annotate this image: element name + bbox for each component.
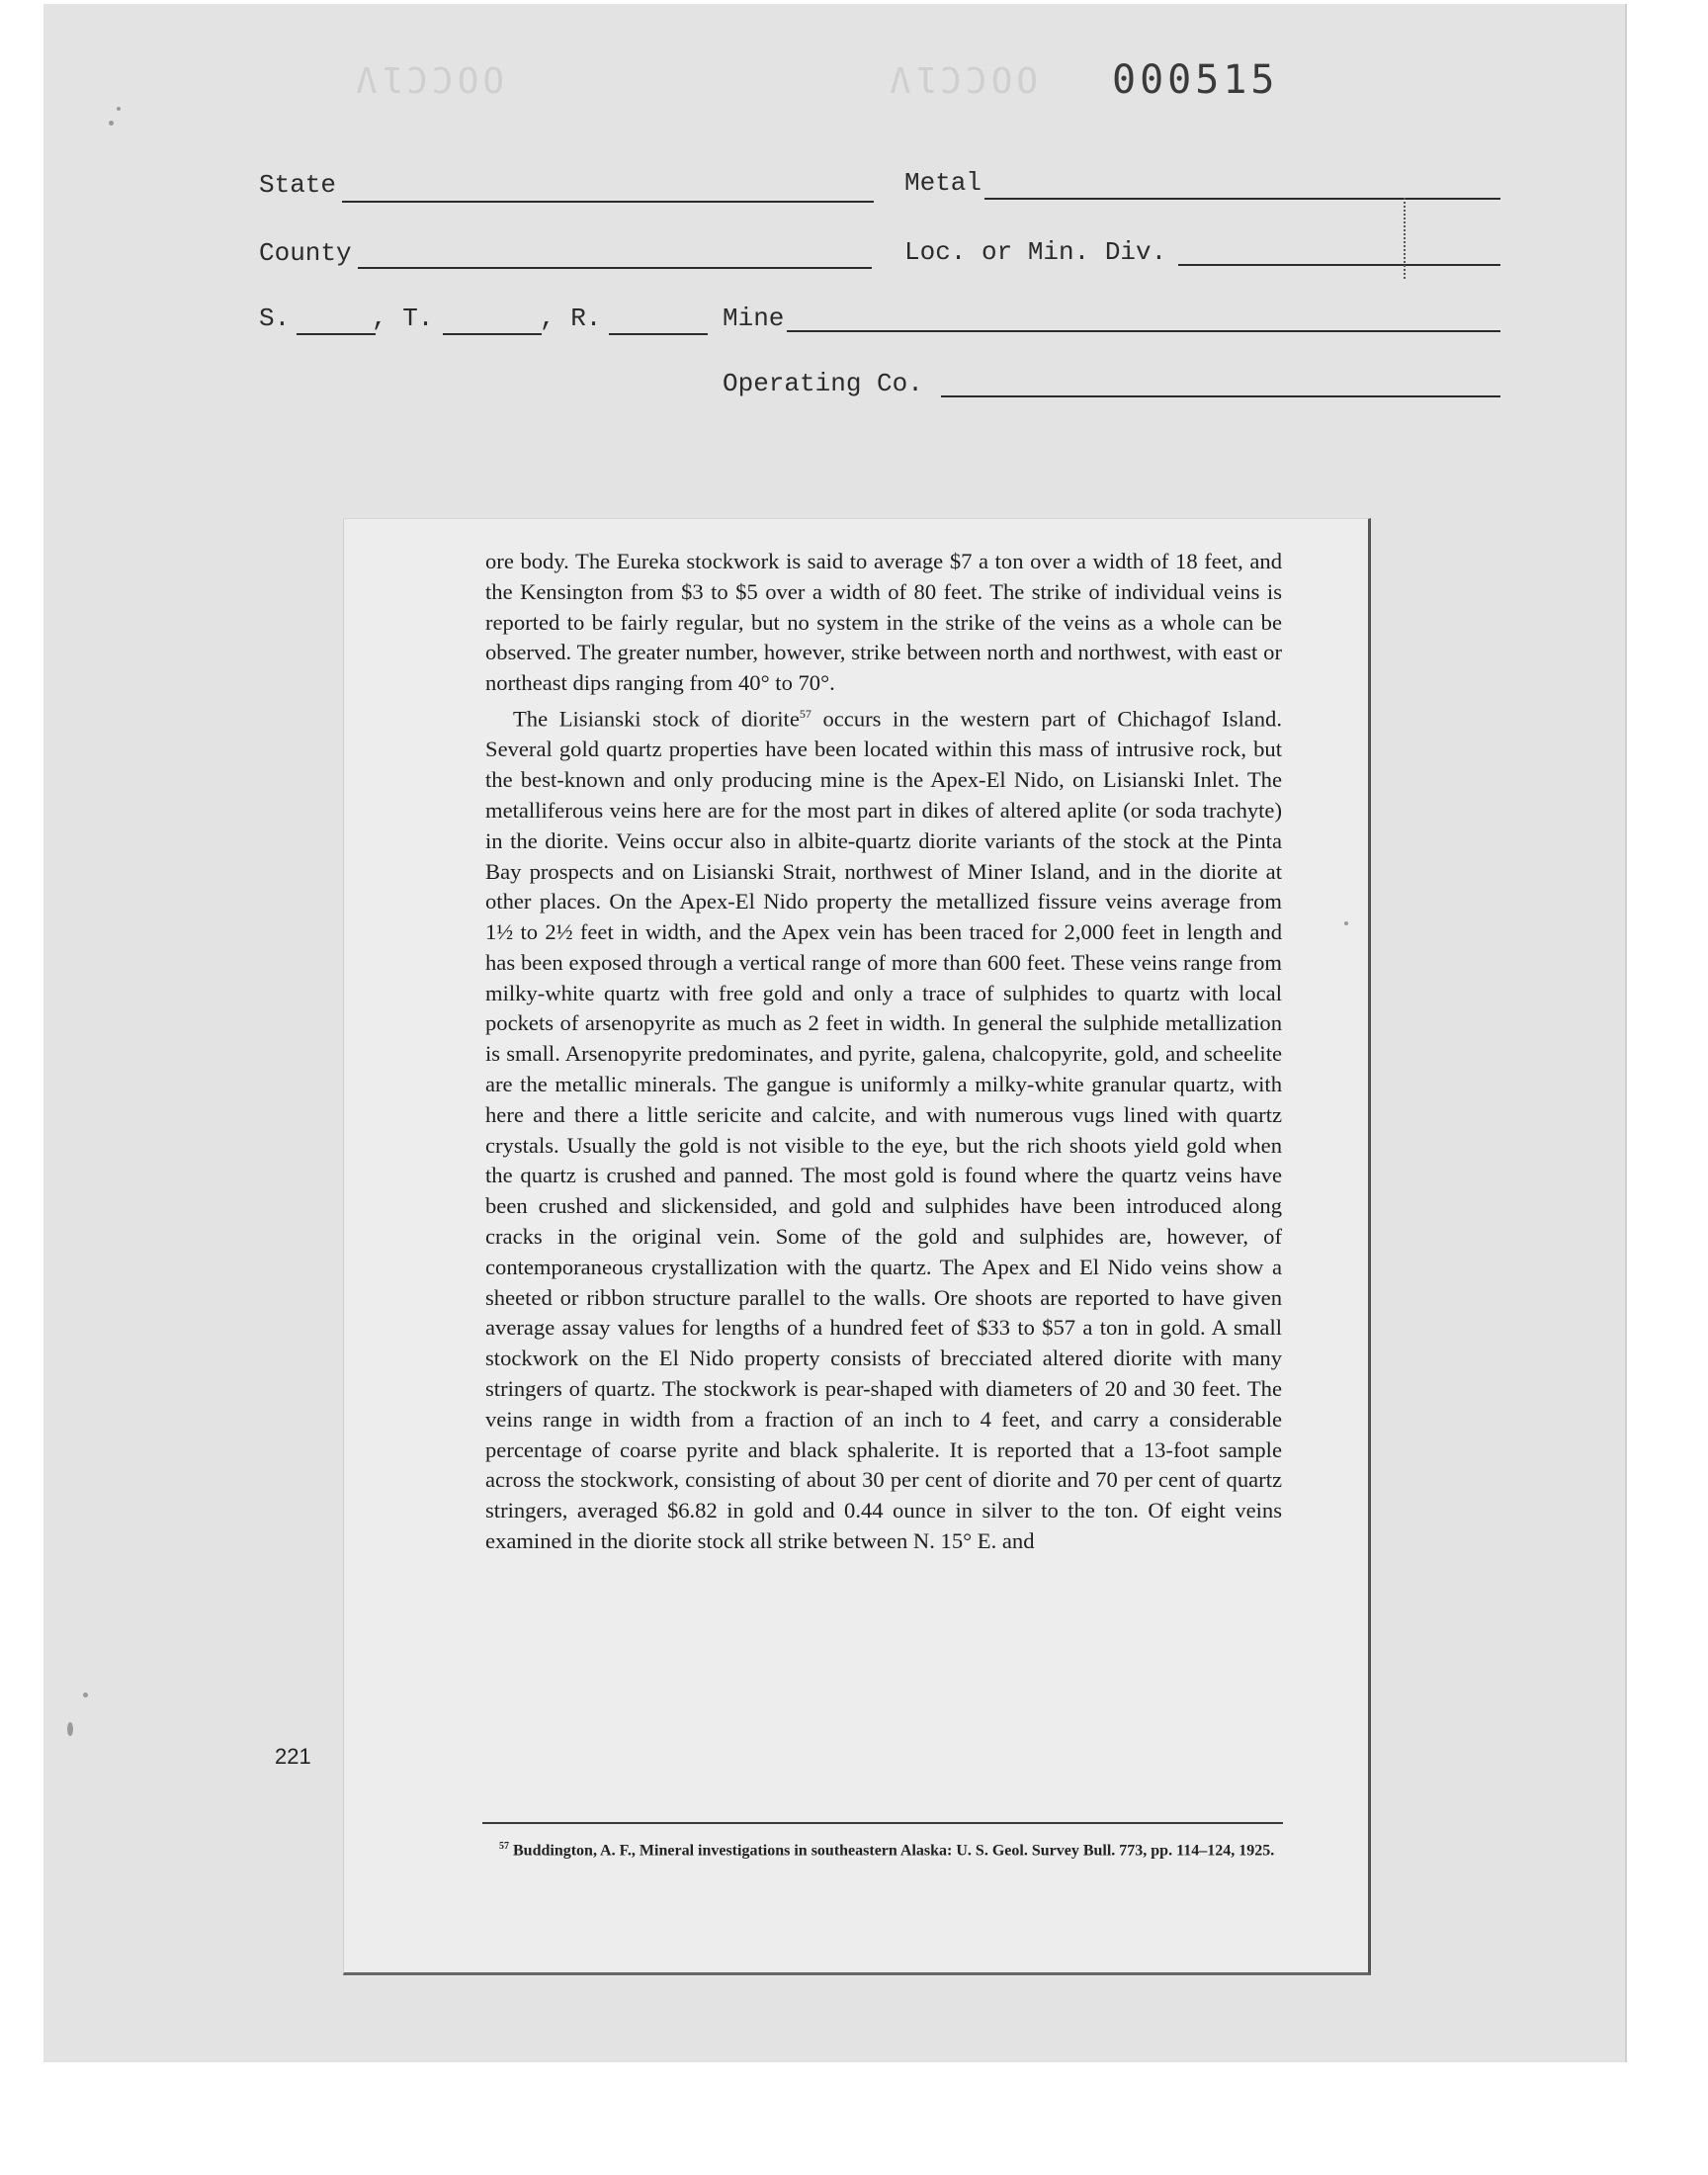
loc-min-div-field[interactable]: [1178, 264, 1500, 266]
range-label: , R.: [540, 304, 602, 333]
bleed-through-mark: ɅƖƆƆOO: [356, 61, 509, 102]
speck: [1344, 921, 1348, 925]
operating-co-label: Operating Co.: [723, 369, 923, 398]
bleed-through-mark-2: ɅƖƆƆOO: [890, 61, 1043, 102]
township-label: , T.: [372, 304, 434, 333]
clipping-text: [485, 547, 1282, 1557]
operating-co-field[interactable]: [941, 395, 1500, 397]
report-clipping: [343, 518, 1371, 1975]
footnote-rule: [482, 1822, 1283, 1824]
speck: [117, 107, 121, 111]
mine-label: Mine: [723, 304, 785, 333]
section-label: S.: [259, 304, 291, 333]
metal-field[interactable]: [984, 198, 1500, 200]
county-field[interactable]: [358, 267, 872, 269]
footnote-marker: 57: [499, 1841, 509, 1852]
loc-min-div-label: Loc. or Min. Div.: [904, 237, 1167, 267]
paragraph-2-body: occurs in the western part of Chichagof Island. Several gold quartz properties have been located within this mass of intrusive rock, but the best-known and only producing mine is the Apex-El Nido, on Lisianski Inlet. The metalliferous veins here are for the most part in dikes of altered aplite (or soda trachyte) in the diorite. Veins occur also in albite-quartz diorite variants of the stock at the Pinta Bay prospects and on Lisianski Strait, northwest of Miner Island, and in the diorite at other places. On the Apex-El Nido property the metallized fissure veins average from 1½ to 2½ feet in width, and the Apex vein has been traced for 2,000 feet in length and has been exposed through a vertical range of more than 600 feet. These veins range from milky-white quartz with free gold and only a trace of sulphides to quartz with local pockets of arsenopyrite as much as 2 feet in width. In general the sulphide metallization is small. Arsenopyrite predominates, and pyrite, galena, chalcopyrite, gold, and scheelite are the metallic minerals. The gangue is uniformly a milky-white granular quartz, with here and there a little sericite and calcite, and with numerous vugs lined with quartz crystals. Usually the gold is not visible to the eye, but the rich shoots yield gold when the quartz is crushed and panned. The most gold is found where the quartz veins have been crushed and slickensided, and gold and sulphides have been introduced along cracks in the original vein. Some of the gold and sulphides are, however, of contemporaneous crystallization with the quartz. The Apex and El Nido veins show a sheeted or ribbon structure parallel to the walls. Ore shoots are reported to have given average assay values for lengths of a hundred feet of $33 to $57 a ton in gold. A small stockwork on the El Nido property consists of brecciated altered diorite with many stringers of quartz. The stockwork is pear-shaped with diameters of 20 and 30 feet. The veins range in width from a fraction of an inch to 4 feet, and carry a considerable percentage of coarse pyrite and black sphalerite. It is reported that a 13-foot sample across the stockwork, consisting of about 30 per cent of diorite and 70 per cent of quartz stringers, averaged $6.82 in gold and 0.44 ounce in silver to the ton. Of eight veins examined in the diorite stock all strike between N. 15° E. and: [485, 706, 1282, 1554]
document-id-stamp: 000515: [1112, 57, 1279, 103]
state-field[interactable]: [342, 201, 874, 203]
state-label: State: [259, 170, 337, 200]
paragraph-2-start: The Lisianski stock of diorite: [513, 706, 800, 732]
range-field[interactable]: [609, 333, 708, 335]
paragraph-2: [485, 699, 1282, 1557]
speck: [67, 1722, 73, 1736]
paragraph-1: ore body. The Eureka stockwork is said to average $7 a ton over a width of 18 feet, and the Kensington from $3 to $5 over a width of 80 feet. The strike of individual veins is reported to be fairly regular, but no system in the strike of the veins as a whole can be observed. The greater number, however, strike between north and northwest, with east or northeast dips ranging from 40° to 70°.: [485, 549, 1282, 696]
speck: [83, 1693, 88, 1697]
page-number: 221: [275, 1744, 311, 1769]
county-label: County: [259, 238, 352, 268]
footnote-text: Buddington, A. F., Mineral investigations in southeastern Alaska: U. S. Geol. Survey Bull. 773, pp. 114–124, 1925.: [513, 1842, 1275, 1860]
township-field[interactable]: [443, 333, 542, 335]
speck: [109, 121, 114, 126]
section-field[interactable]: [297, 333, 376, 335]
footnote-ref: 57: [799, 706, 811, 721]
pencil-mark: [1404, 198, 1406, 279]
mine-field[interactable]: [787, 330, 1500, 332]
metal-label: Metal: [904, 168, 982, 198]
footnote: [485, 1836, 1282, 1862]
